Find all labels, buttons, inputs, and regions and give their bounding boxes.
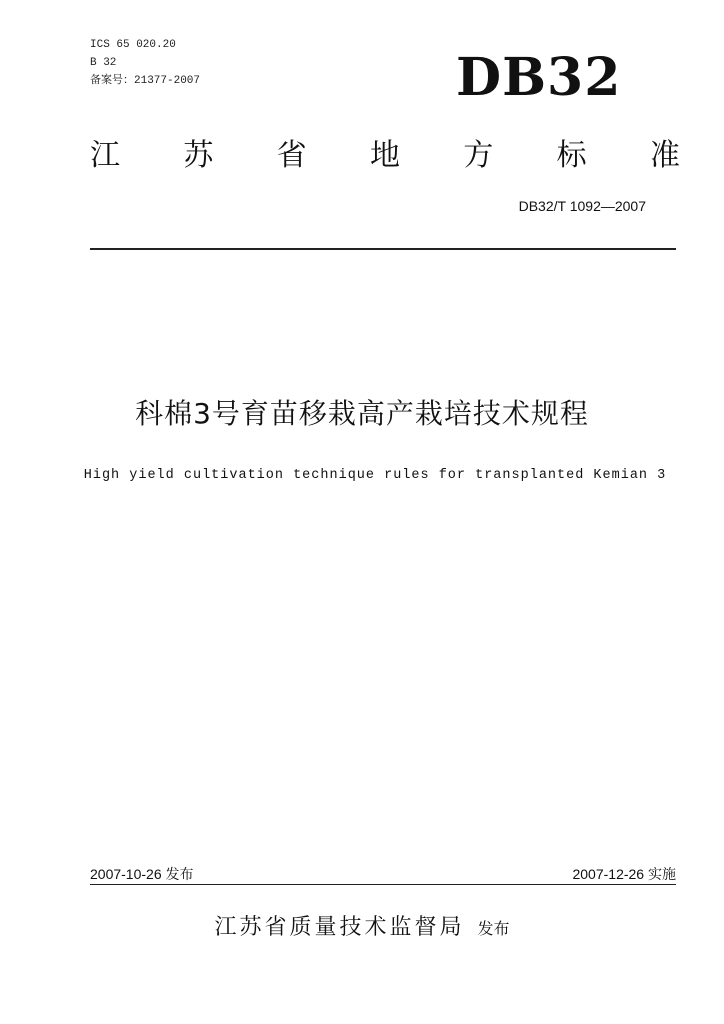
implementation-date: 2007-12-26 实施 — [572, 866, 676, 882]
standard-type-heading — [90, 130, 680, 174]
footer-divider — [90, 884, 676, 885]
classification-code: B 32 — [90, 57, 117, 69]
issuer-organization: 江苏省质量技术监督局 — [214, 915, 465, 940]
document-title: 科棉3号育苗移栽高产栽培技术规程 — [135, 397, 589, 430]
db32-logo: DB32 — [456, 47, 622, 108]
issuer-action: 发布 — [477, 919, 510, 938]
filing-number: 备案号：21377-2007 — [90, 75, 201, 87]
heading-char: 苏 — [183, 138, 214, 173]
classification-meta — [90, 36, 200, 90]
standard-code: DB32/T 1092—2007 — [518, 198, 646, 214]
heading-char: 江 — [90, 138, 120, 173]
document-subtitle: High yield cultivation technique rules for transplanted Kemian 3 — [83, 468, 667, 483]
heading-char: 方 — [463, 138, 494, 173]
issuer-line — [0, 910, 724, 941]
heading-char: 省 — [276, 138, 307, 173]
heading-char: 准 — [649, 138, 680, 173]
heading-char: 地 — [369, 138, 400, 173]
header-divider — [90, 248, 676, 250]
heading-char: 标 — [556, 138, 587, 173]
ics-code: ICS 65 020.20 — [90, 39, 176, 51]
release-date: 2007-10-26 发布 — [90, 866, 194, 882]
